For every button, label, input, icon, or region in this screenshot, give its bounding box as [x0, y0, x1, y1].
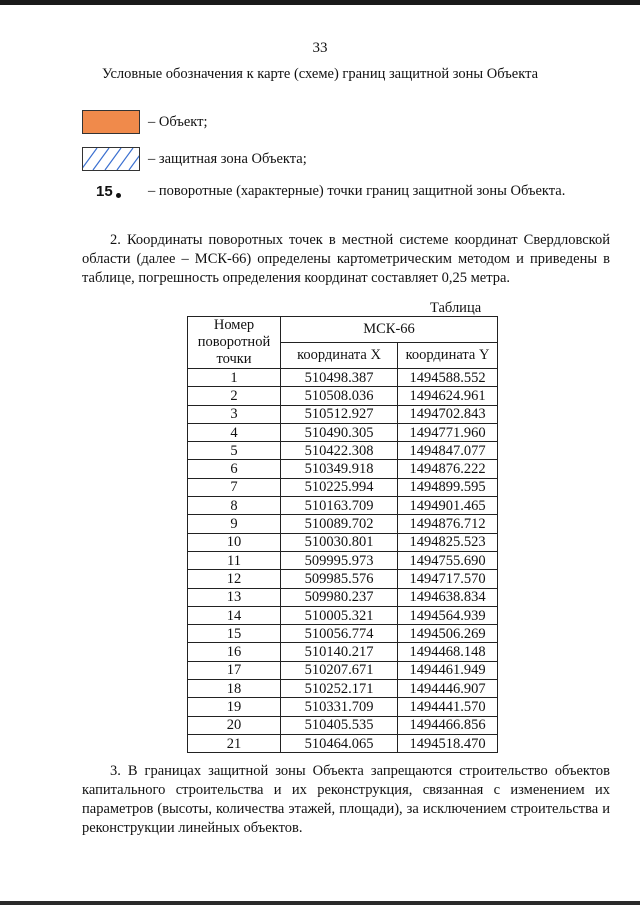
- table-row: [188, 734, 498, 752]
- cell-x: 509985.576: [281, 570, 398, 588]
- cell-point: 2: [188, 387, 281, 405]
- cell-y: 1494847.077: [398, 442, 498, 460]
- cell-x: 510005.321: [281, 606, 398, 624]
- cell-point: 21: [188, 734, 281, 752]
- header-point-number: Номер поворотной точки: [188, 317, 281, 369]
- cell-y: 1494466.856: [398, 716, 498, 734]
- cell-point: 15: [188, 625, 281, 643]
- cell-y: 1494755.690: [398, 551, 498, 569]
- page-number: 33: [312, 40, 328, 56]
- cell-y: 1494702.843: [398, 405, 498, 423]
- point-symbol: [82, 183, 140, 200]
- cell-point: 13: [188, 588, 281, 606]
- header-y: координата Y: [398, 343, 498, 369]
- cell-y: 1494441.570: [398, 698, 498, 716]
- legend-point: [82, 183, 565, 200]
- table-row: [188, 716, 498, 734]
- cell-x: 510498.387: [281, 369, 398, 387]
- table-row: [188, 551, 498, 569]
- cell-point: 10: [188, 533, 281, 551]
- cell-y: 1494588.552: [398, 369, 498, 387]
- table-row: [188, 405, 498, 423]
- cell-point: 12: [188, 570, 281, 588]
- cell-point: 3: [188, 405, 281, 423]
- table-row: [188, 606, 498, 624]
- cell-y: 1494468.148: [398, 643, 498, 661]
- cell-y: 1494564.939: [398, 606, 498, 624]
- cell-y: 1494624.961: [398, 387, 498, 405]
- cell-y: 1494901.465: [398, 497, 498, 515]
- cell-y: 1494518.470: [398, 734, 498, 752]
- cell-point: 1: [188, 369, 281, 387]
- point-dot-icon: [116, 193, 121, 198]
- cell-y: 1494638.834: [398, 588, 498, 606]
- cell-x: 509980.237: [281, 588, 398, 606]
- legend-object-label: – Объект;: [148, 113, 208, 130]
- cell-point: 16: [188, 643, 281, 661]
- table-row: [188, 478, 498, 496]
- cell-x: 510140.217: [281, 643, 398, 661]
- header-x: координата X: [281, 343, 398, 369]
- table-row: [188, 533, 498, 551]
- table-row: [188, 442, 498, 460]
- table-row: [188, 680, 498, 698]
- header-system: МСК-66: [281, 317, 498, 343]
- cell-point: 11: [188, 551, 281, 569]
- cell-y: 1494825.523: [398, 533, 498, 551]
- zone-hatch-swatch: [82, 147, 140, 171]
- table-row: [188, 460, 498, 478]
- cell-y: 1494506.269: [398, 625, 498, 643]
- table-row: [188, 369, 498, 387]
- cell-point: 14: [188, 606, 281, 624]
- cell-y: 1494446.907: [398, 680, 498, 698]
- cell-point: 7: [188, 478, 281, 496]
- cell-point: 8: [188, 497, 281, 515]
- legend-point-label: – поворотные (характерные) точки границ защитной зоны Объекта.: [148, 183, 566, 199]
- top-edge: [0, 0, 640, 5]
- cell-x: 510089.702: [281, 515, 398, 533]
- cell-x: 510207.671: [281, 661, 398, 679]
- cell-y: 1494876.712: [398, 515, 498, 533]
- cell-x: 510225.994: [281, 478, 398, 496]
- cell-x: 510490.305: [281, 423, 398, 441]
- cell-point: 4: [188, 423, 281, 441]
- cell-point: 19: [188, 698, 281, 716]
- paragraph-2: 2. Координаты поворотных точек в местной системе координат Свердловской области (далее – МСК-66) определены картометрическим методом и приведены в таблице, погрешность определения координат составляет 0,25 метра.: [82, 232, 610, 286]
- table-row: [188, 387, 498, 405]
- cell-x: 510405.535: [281, 716, 398, 734]
- cell-y: 1494876.222: [398, 460, 498, 478]
- cell-y: 1494771.960: [398, 423, 498, 441]
- table-row: [188, 661, 498, 679]
- legend-zone-label: – защитная зона Объекта;: [148, 150, 307, 167]
- table-row: [188, 423, 498, 441]
- cell-point: 6: [188, 460, 281, 478]
- cell-x: 510422.308: [281, 442, 398, 460]
- cell-x: 510349.918: [281, 460, 398, 478]
- table-caption: Таблица: [430, 300, 482, 316]
- cell-point: 5: [188, 442, 281, 460]
- cell-point: 18: [188, 680, 281, 698]
- cell-x: 510508.036: [281, 387, 398, 405]
- legend-zone: [82, 147, 307, 171]
- coordinates-table: [187, 316, 498, 753]
- legend-object: [82, 110, 208, 134]
- cell-y: 1494717.570: [398, 570, 498, 588]
- table-row: [188, 643, 498, 661]
- cell-point: 17: [188, 661, 281, 679]
- table-row: [188, 588, 498, 606]
- paragraph-3: 3. В границах защитной зоны Объекта запрещаются строительство объектов капитального строительства и их реконструкция, связанная с изменением их параметров (высоты, количества этажей, площади), за исключением строительства и реконструкции линейных объектов.: [82, 763, 610, 836]
- hatch-pattern: [83, 148, 139, 170]
- cell-point: 20: [188, 716, 281, 734]
- cell-x: 510163.709: [281, 497, 398, 515]
- table-row: [188, 570, 498, 588]
- cell-x: 510252.171: [281, 680, 398, 698]
- cell-x: 510464.065: [281, 734, 398, 752]
- cell-y: 1494899.595: [398, 478, 498, 496]
- table-row: [188, 515, 498, 533]
- cell-x: 510512.927: [281, 405, 398, 423]
- table-row: [188, 625, 498, 643]
- cell-point: 9: [188, 515, 281, 533]
- table-row: [188, 698, 498, 716]
- cell-x: 510030.801: [281, 533, 398, 551]
- point-number: 15: [96, 183, 113, 200]
- cell-x: 510331.709: [281, 698, 398, 716]
- cell-x: 509995.973: [281, 551, 398, 569]
- table-row: [188, 497, 498, 515]
- cell-y: 1494461.949: [398, 661, 498, 679]
- legend-heading: Условные обозначения к карте (схеме) границ защитной зоны Объекта: [101, 66, 539, 82]
- object-swatch: [82, 110, 140, 134]
- table-body: [188, 369, 498, 753]
- cell-x: 510056.774: [281, 625, 398, 643]
- bottom-edge: [0, 901, 640, 905]
